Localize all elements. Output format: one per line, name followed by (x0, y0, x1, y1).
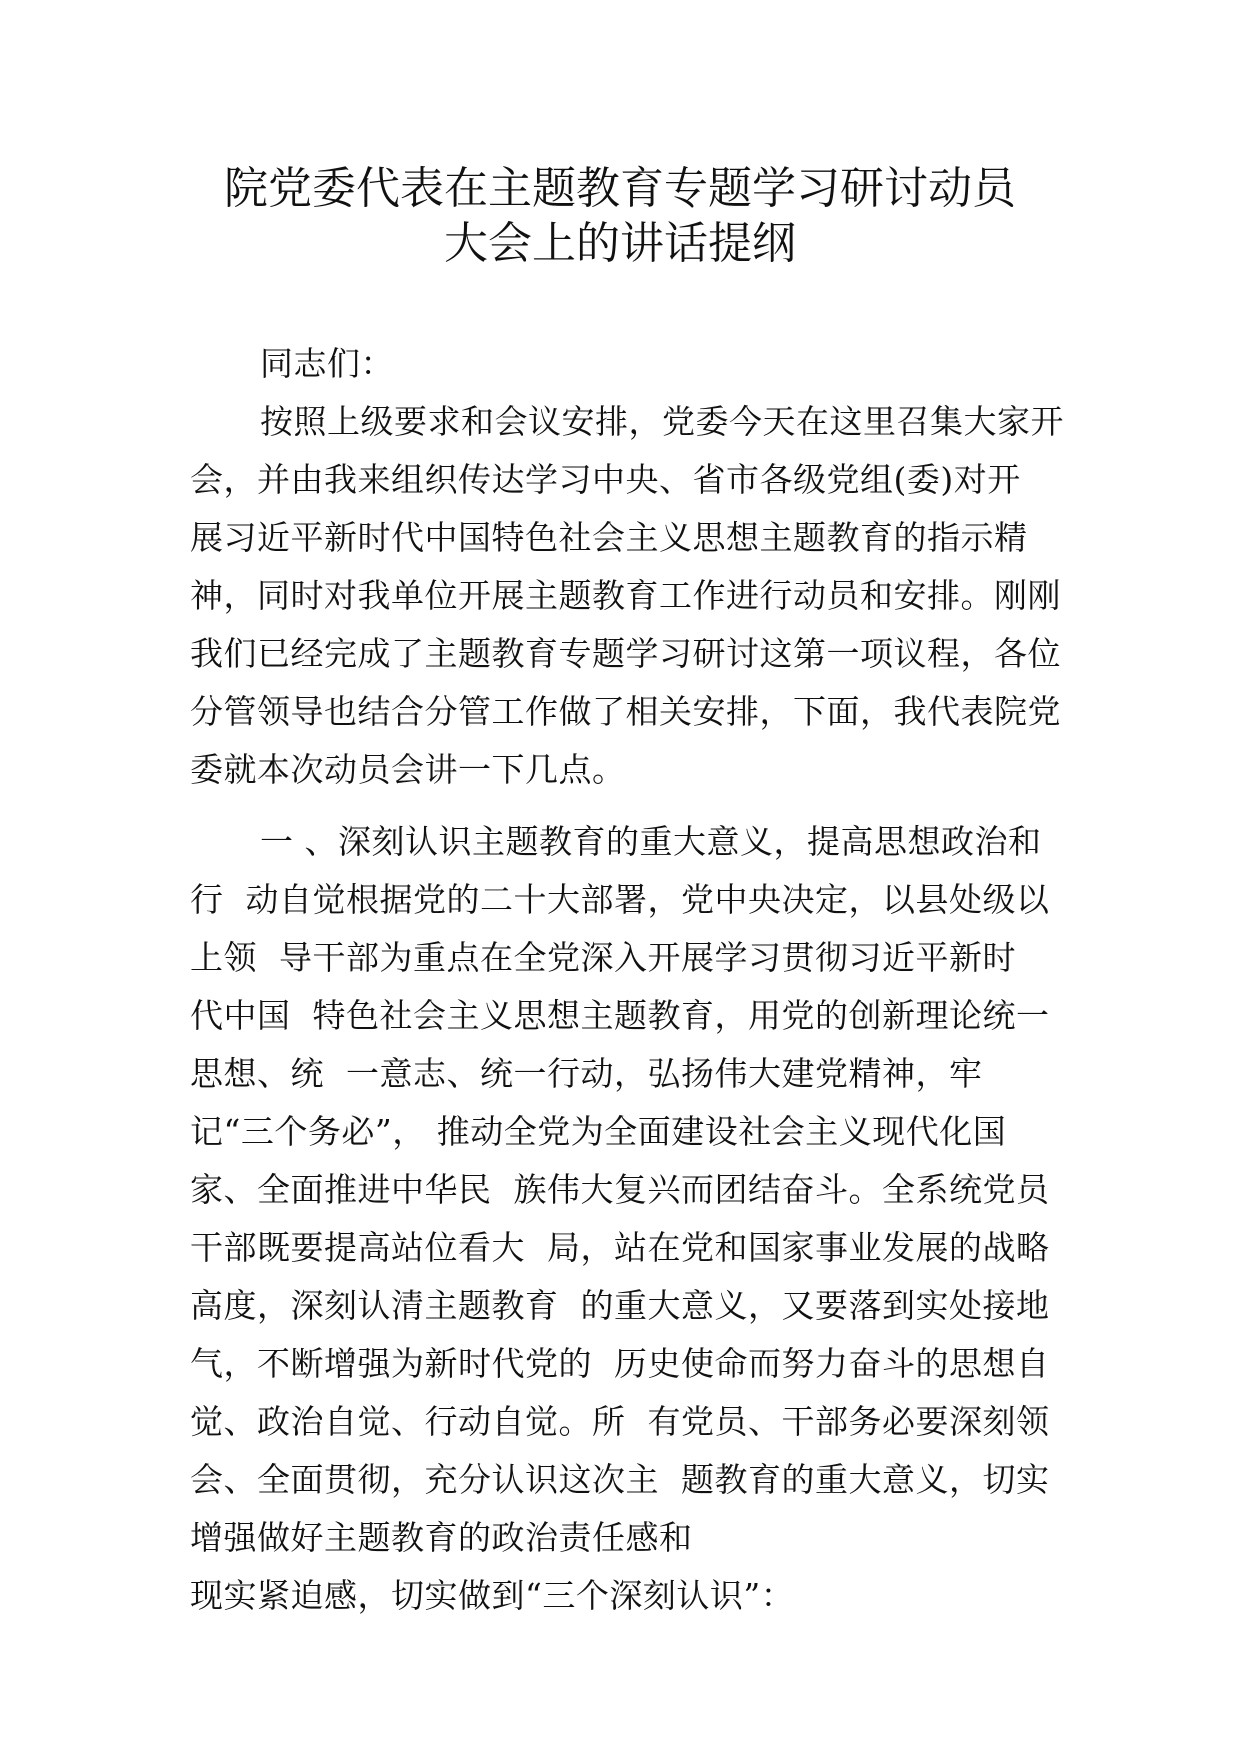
paragraph-1-line-6: 分管领导也结合分管工作做了相关安排，下面，我代表院党 (190, 692, 1061, 731)
document-title-line-1: 院党委代表在主题教育专题学习研讨动员 (224, 163, 1016, 214)
paragraph-2-line-6: 记“三个务必”， 推动全党为全面建设社会主义现代化国 (190, 1112, 1007, 1151)
paragraph-1-line-3: 展习近平新时代中国特色社会主义思想主题教育的指示精 (190, 518, 1028, 557)
document-title-line-2: 大会上的讲话提纲 (444, 218, 796, 269)
paragraph-2-line-10: 气，不断增强为新时代党的 历史使命而努力奋斗的思想自 (190, 1344, 1050, 1383)
paragraph-2-line-3: 上领 导干部为重点在全党深入开展学习贯彻习近平新时 (190, 938, 1016, 977)
paragraph-2-line-8: 干部既要提高站位看大 局，站在党和国家事业发展的战略 (190, 1228, 1050, 1267)
paragraph-1-line-4: 神，同时对我单位开展主题教育工作进行动员和安排。刚刚 (190, 576, 1061, 615)
paragraph-2-line-4: 代中国 特色社会主义思想主题教育，用党的创新理论统一 (190, 996, 1050, 1035)
paragraph-2-line-7: 家、全面推进中华民 族伟大复兴而团结奋斗。全系统党员 (190, 1170, 1050, 1209)
paragraph-2-line-13: 增强做好主题教育的政治责任感和 (190, 1518, 693, 1557)
paragraph-2-line-12: 会、全面贯彻，充分认识这次主 题教育的重大意义，切实 (190, 1460, 1050, 1499)
salutation: 同志们： (260, 344, 394, 383)
paragraph-1-line-7: 委就本次动员会讲一下几点。 (190, 750, 626, 789)
paragraph-2-line-1: 一 、深刻认识主题教育的重大意义，提高思想政治和 (260, 822, 1042, 861)
paragraph-1-line-1: 按照上级要求和会议安排，党委今天在这里召集大家开 (260, 402, 1064, 441)
paragraph-1-line-5: 我们已经完成了主题教育专题学习研讨这第一项议程，各位 (190, 634, 1061, 673)
paragraph-2-line-2: 行 动自觉根据党的二十大部署，党中央决定，以县处级以 (190, 880, 1050, 919)
paragraph-2-line-5: 思想、统 一意志、统一行动，弘扬伟大建党精神，牢 (190, 1054, 983, 1093)
paragraph-2-line-11: 觉、政治自觉、行动自觉。所 有党员、干部务必要深刻领 (190, 1402, 1050, 1441)
paragraph-1-line-2: 会，并由我来组织传达学习中央、省市各级党组(委)对开 (190, 460, 1021, 499)
paragraph-2-line-9: 高度，深刻认清主题教育 的重大意义，又要落到实处接地 (190, 1286, 1050, 1325)
paragraph-2-line-14: 现实紧迫感，切实做到“三个深刻认识”： (190, 1576, 795, 1615)
